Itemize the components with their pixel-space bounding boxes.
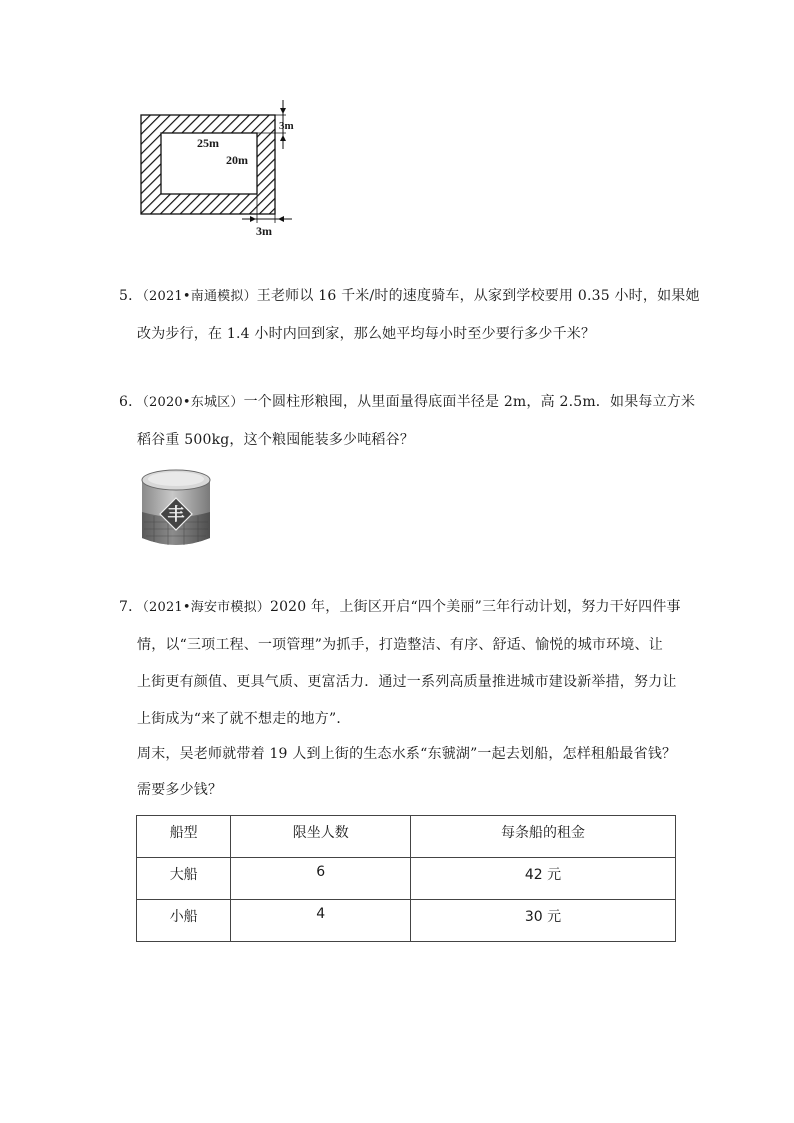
label-inner-length: 25m	[197, 136, 219, 150]
path-diagram	[130, 95, 310, 245]
table-header-row	[137, 816, 676, 858]
question-source: （2020•东城区）	[142, 395, 244, 410]
question-source: （2021•海安市模拟）	[142, 600, 270, 615]
label-top-gap: 3m	[279, 120, 294, 132]
question-number: 6．	[119, 394, 143, 410]
question-number: 7．	[119, 599, 143, 615]
table-cell: 42 元	[411, 858, 676, 900]
question-number: 5．	[119, 288, 143, 304]
question-text-line: 稻谷重 500kg，这个粮囤能装多少吨稻谷？	[137, 432, 415, 448]
boat-rental-table	[136, 815, 676, 942]
question-text-line: 改为步行，在 1.4 小时内回到家，那么她平均每小时至少要行多少千米？	[137, 326, 596, 342]
question-text-line: 一个圆柱形粮囤，从里面量得底面半径是 2m，高 2.5m．如果每立方米	[243, 394, 696, 410]
table-row	[137, 900, 676, 942]
barrel-sign-text: 丰	[167, 505, 185, 525]
table-cell: 6	[231, 858, 411, 900]
table-header-cell: 每条船的租金	[411, 816, 676, 858]
table-cell: 小船	[137, 900, 231, 942]
question-text-line: 上街成为“来了就不想走的地方”．	[137, 711, 351, 727]
table-row	[137, 858, 676, 900]
table-cell: 4	[231, 900, 411, 942]
question-source: （2021•南通模拟）	[142, 289, 257, 304]
question-text-line: 周末，吴老师就带着 19 人到上街的生态水系“东虢湖”一起去划船，怎样租船最省钱？	[137, 746, 677, 762]
question-text-line: 2020 年，上街区开启“四个美丽”三年行动计划，努力干好四件事	[269, 599, 681, 615]
table-cell: 30 元	[411, 900, 676, 942]
question-text-line: 情，以“三项工程、一项管理”为抓手，打造整洁、有序、舒适、愉悦的城市环境、让	[137, 637, 663, 653]
table-cell: 大船	[137, 858, 231, 900]
grain-barrel-image	[138, 466, 214, 548]
table-header-cell: 船型	[137, 816, 231, 858]
question-text-line: 上街更有颜值、更具气质、更富活力．通过一系列高质量推进城市建设新举措，努力让	[137, 674, 677, 690]
label-inner-width: 20m	[226, 153, 248, 167]
table-header-cell: 限坐人数	[231, 816, 411, 858]
question-text-line: 王老师以 16 千米/时的速度骑车，从家到学校要用 0.35 小时，如果她	[256, 288, 700, 304]
label-bottom-gap: 3m	[256, 224, 272, 238]
question-text-line: 需要多少钱？	[137, 782, 223, 798]
